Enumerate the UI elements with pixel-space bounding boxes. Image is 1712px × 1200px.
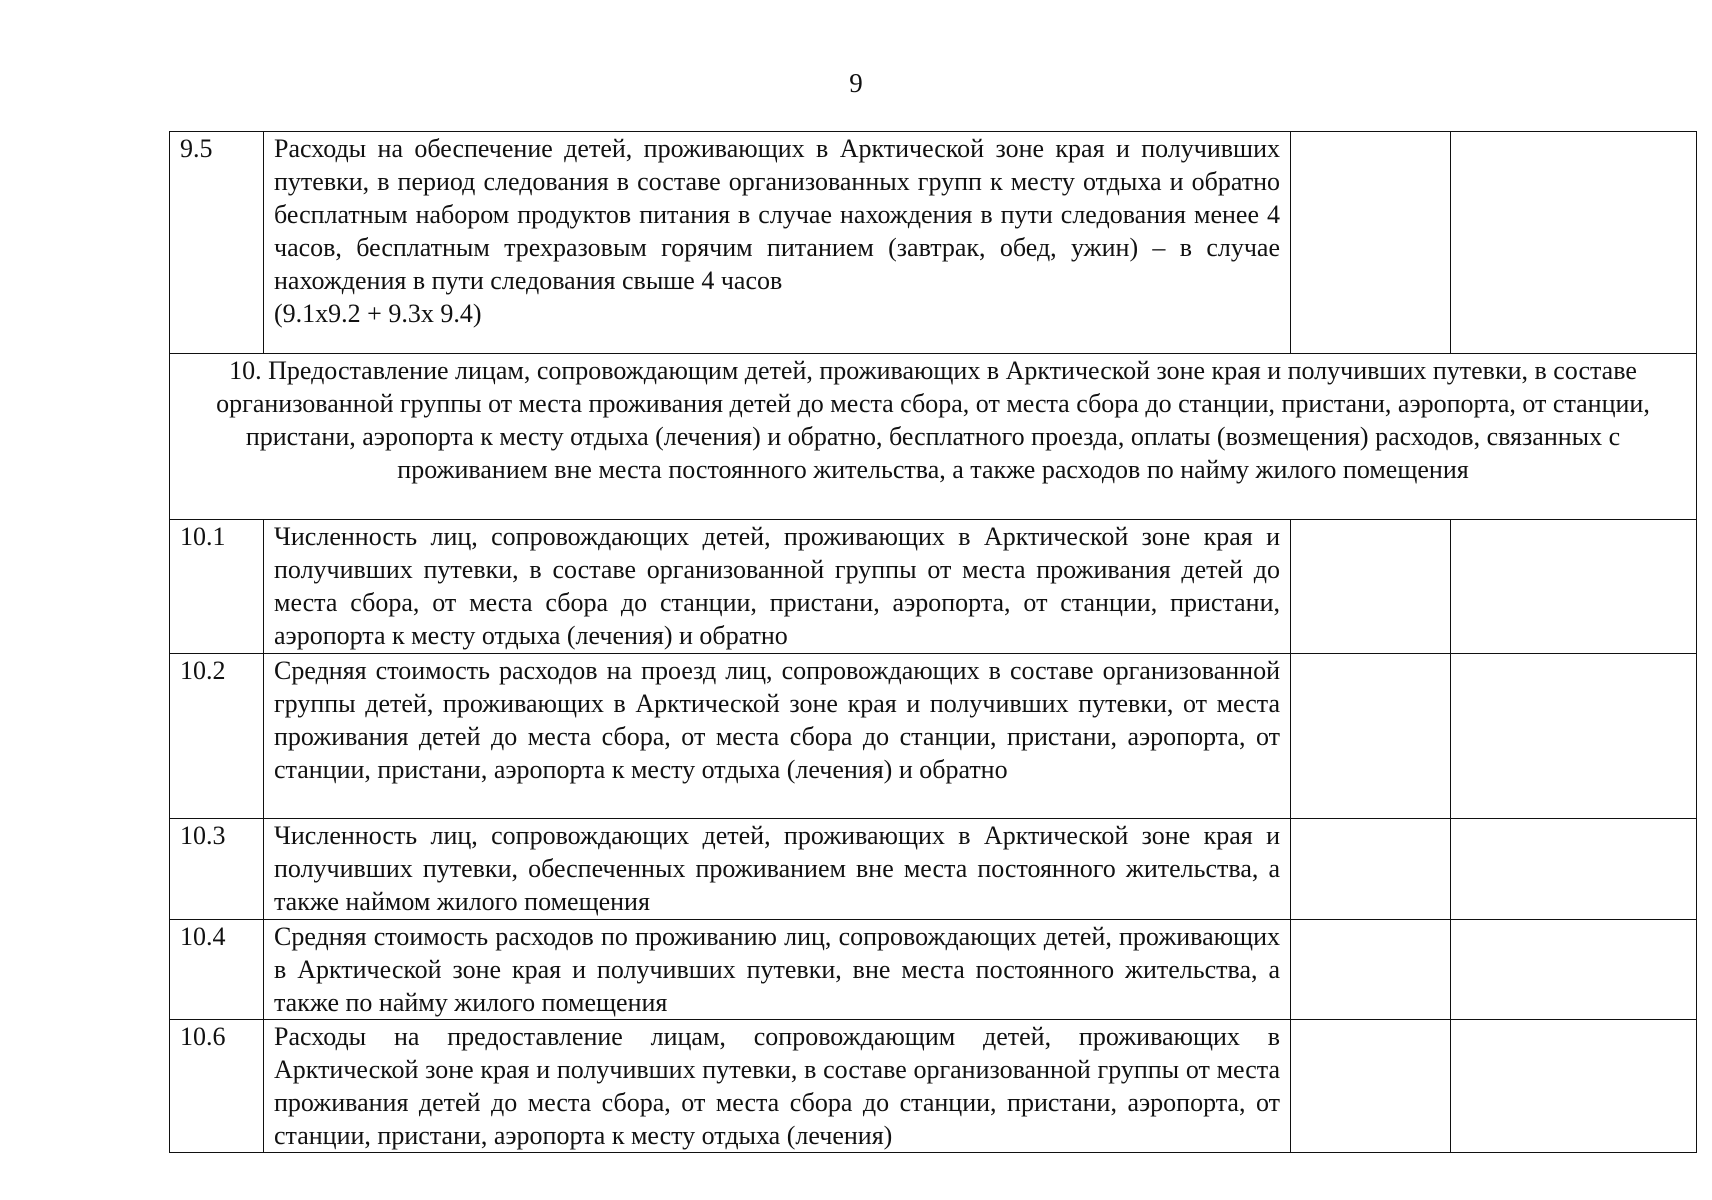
- value-cell-1: [1291, 819, 1451, 920]
- row-description: Численность лиц, сопровождающих детей, проживающих в Арктической зоне края и получивших путевки, обеспеченных проживанием вне места постоянного жительства, а также наймом жилого помещения: [264, 819, 1291, 920]
- value-cell-2: [1451, 654, 1697, 819]
- page-number: 9: [849, 68, 863, 98]
- section-header-row: [170, 354, 1697, 520]
- value-cell-1: [1291, 654, 1451, 819]
- table-row-10-4: [170, 920, 1697, 1020]
- value-cell-2: [1451, 1020, 1697, 1153]
- value-cell-1: [1291, 920, 1451, 1020]
- value-cell-1: [1291, 520, 1451, 654]
- table-row-10-3: [170, 819, 1697, 920]
- row-description: Средняя стоимость расходов на проезд лиц, сопровождающих в составе организованной группы детей, проживающих в Арктической зоне края и получивших путевки, от места проживания детей до места сбора, от места сбора до станции, пристани, аэропорта, от станции, пристани, аэропорта к месту отдыха (лечения) и обратно: [264, 654, 1291, 819]
- value-cell-1: [1291, 1020, 1451, 1153]
- row-description: Средняя стоимость расходов по проживанию лиц, сопровождающих детей, проживающих в Арктической зоне края и получивших путевки, вне места постоянного жительства, а также по найму жилого помещения: [264, 920, 1291, 1020]
- row-text: Расходы на обеспечение детей, проживающих в Арктической зоне края и получивших путевки, в период следования в составе организованных групп к месту отдыха и обратно бесплатным набором продуктов питания в случае нахождения в пути следования менее 4 часов, бесплатным трехразовым горячим питанием (завтрак, обед, ужин) – в случае нахождения в пути следования свыше 4 часов: [274, 134, 1280, 295]
- row-formula: (9.1x9.2 + 9.3x 9.4): [274, 299, 482, 328]
- indicator-table: [169, 131, 1697, 1153]
- row-number: 10.6: [170, 1020, 264, 1153]
- row-description: [264, 132, 1291, 354]
- value-cell-2: [1451, 520, 1697, 654]
- row-number: 10.1: [170, 520, 264, 654]
- value-cell-1: [1291, 132, 1451, 354]
- row-number: 10.4: [170, 920, 264, 1020]
- table-row-10-1: [170, 520, 1697, 654]
- value-cell-2: [1451, 132, 1697, 354]
- row-description: Численность лиц, сопровождающих детей, проживающих в Арктической зоне края и получивших путевки, в составе организованной группы от места проживания детей до места сбора, от места сбора до станции, пристани, аэропорта, от станции, пристани, аэропорта к месту отдыха (лечения) и обратно: [264, 520, 1291, 654]
- section-heading: 10. Предоставление лицам, сопровождающим детей, проживающих в Арктической зоне края и получивших путевки, в составе организованной группы от места проживания детей до места сбора, от места сбора до станции, пристани, аэропорта, от станции, пристани, аэропорта к месту отдыха (лечения) и обратно, бесплатного проезда, оплаты (возмещения) расходов, связанных с проживанием вне места постоянного жительства, а также расходов по найму жилого помещения: [170, 354, 1697, 520]
- row-description: Расходы на предоставление лицам, сопровождающим детей, проживающих в Арктической зоне края и получивших путевки, в составе организованной группы от места проживания детей до места сбора, от места сбора до станции, пристани, аэропорта, от станции, пристани, аэропорта к месту отдыха (лечения): [264, 1020, 1291, 1153]
- row-number: 9.5: [170, 132, 264, 354]
- table-row-9-5: [170, 132, 1697, 354]
- value-cell-2: [1451, 819, 1697, 920]
- table-row-10-2: [170, 654, 1697, 819]
- table-row-10-6: [170, 1020, 1697, 1153]
- row-number: 10.2: [170, 654, 264, 819]
- value-cell-2: [1451, 920, 1697, 1020]
- row-number: 10.3: [170, 819, 264, 920]
